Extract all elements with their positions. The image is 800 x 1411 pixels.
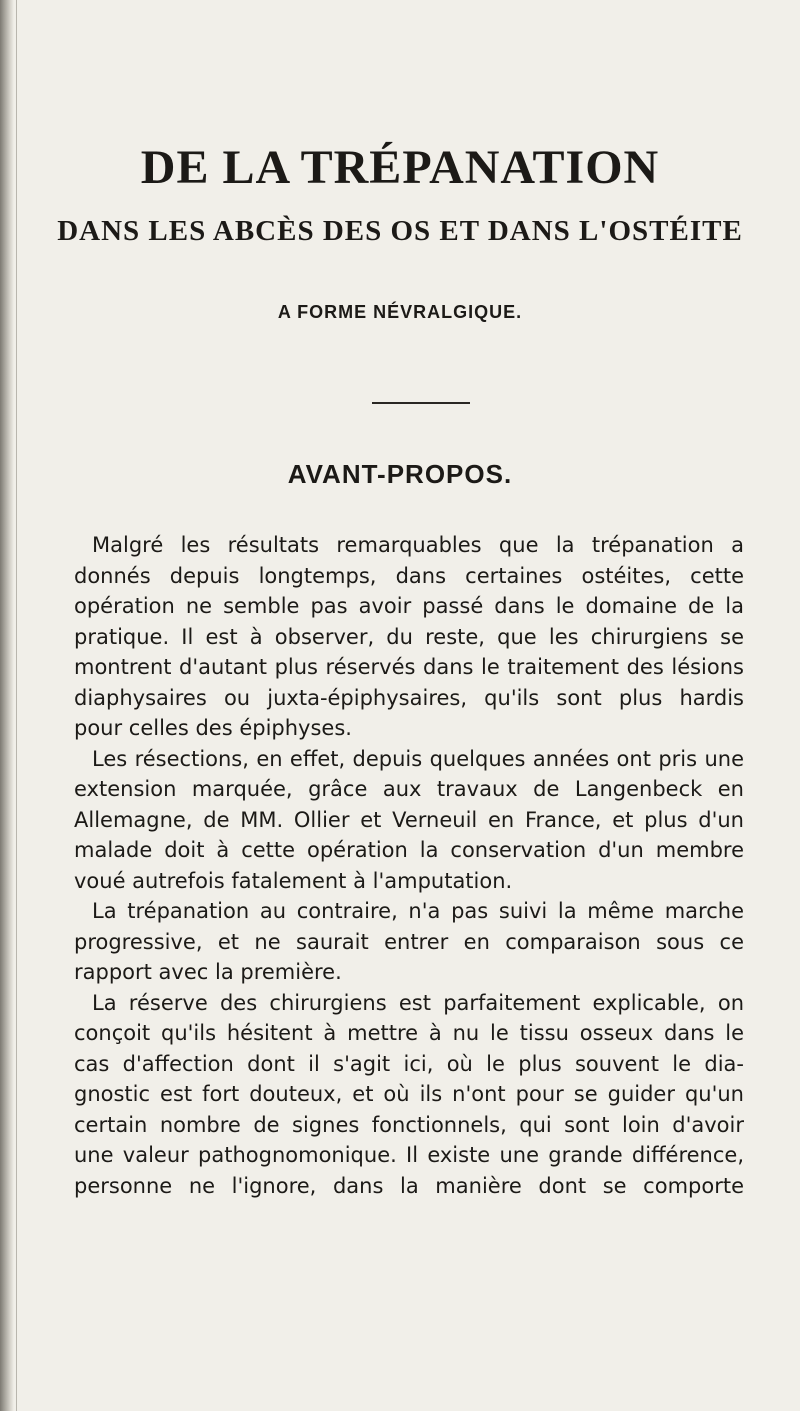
page-subtitle: DANS LES ABCÈS DES OS ET DANS L'OSTÉITE [57, 215, 743, 247]
text-line: La trépanation au contraire, n'a pas suivi la même marche [92, 899, 744, 923]
text-line: extension marquée, grâce aux travaux de Langenbeck en [74, 777, 744, 801]
text-line: Allemagne, de MM. Ollier et Verneuil en France, et plus d'un [74, 807, 744, 832]
text-line: certain nombre de signes fonctionnels, qui sont loin d'avoir [74, 1112, 744, 1137]
text-line: montrent d'autant plus réservés dans le traitement des lésions [74, 655, 744, 679]
text-line: pratique. Il est à observer, du reste, que les chirurgiens se [74, 624, 744, 649]
page-subtitle-secondary: A FORME NÉVRALGIQUE. [277, 302, 523, 322]
text-line: Les résections, en effet, depuis quelques années ont pris une [92, 746, 744, 771]
text-line: conçoit qu'ils hésitent à mettre à nu le tissu osseux dans le [74, 1021, 744, 1045]
text-line: La réserve des chirurgiens est parfaitement explicable, on [92, 990, 744, 1015]
text-line: diaphysaires ou juxta-épiphysaires, qu'ils sont plus hardis [74, 685, 744, 710]
text-line: pour celles des épiphyses. [74, 716, 352, 740]
section-heading: AVANT-PROPOS. [287, 459, 513, 489]
text-line: voué autrefois fatalement à l'amputation. [74, 868, 513, 893]
text-line: rapport avec la première. [74, 960, 342, 984]
page-title: DE LA TRÉPANATION [140, 141, 660, 194]
text-line: opération ne semble pas avoir passé dans le domaine de la [74, 594, 744, 618]
text-line: Malgré les résultats remarquables que la trépanation a [92, 533, 744, 557]
body-text [74, 530, 744, 1201]
text-line: malade doit à cette opération la conservation d'un membre [74, 838, 744, 862]
text-line: personne ne l'ignore, dans la manière dont se comporte [74, 1173, 744, 1198]
title-divider [372, 402, 470, 404]
text-line: gnostic est fort douteux, et où ils n'ont pour se guider qu'un [74, 1082, 744, 1106]
text-line: donnés depuis longtemps, dans certaines ostéites, cette [74, 563, 744, 588]
text-line: cas d'affection dont il s'agit ici, où le plus souvent le dia- [74, 1051, 744, 1076]
text-line: progressive, et ne saurait entrer en comparaison sous ce [74, 929, 744, 954]
text-line: une valeur pathognomonique. Il existe une grande différence, [74, 1143, 744, 1167]
